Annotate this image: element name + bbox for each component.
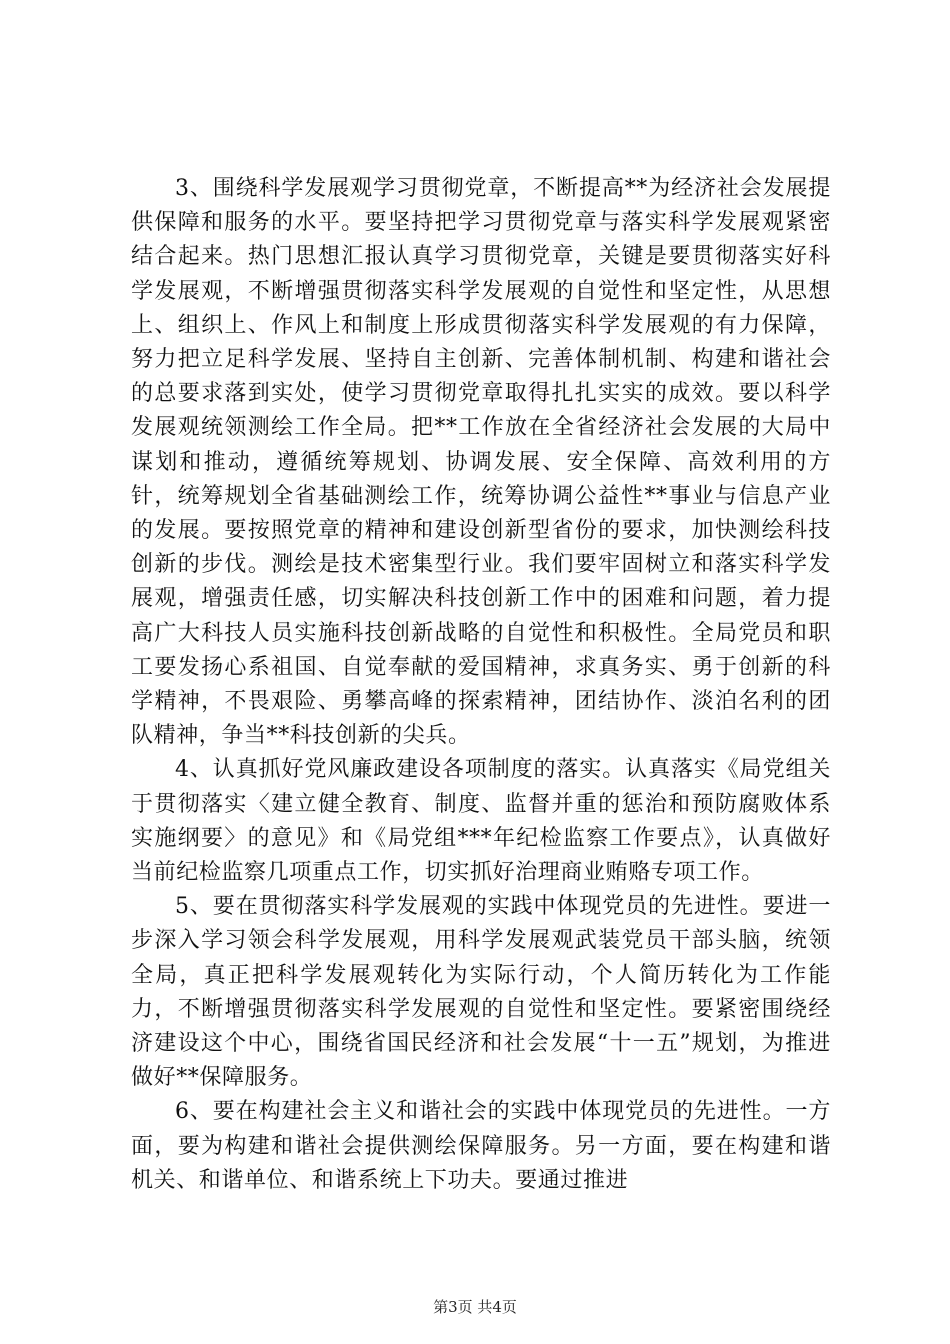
paragraph-6: 6、要在构建社会主义和谐社会的实践中体现党员的先进性。一方面，要为构建和谐社会提供测绘保障服务。另一方面，要在构建和谐机关、和谐单位、和谐系统上下功夫。要通过推进	[131, 1099, 831, 1193]
paragraph-4: 4、认真抓好党风廉政建设各项制度的落实。认真落实《局党组关于贯彻落实〈建立健全教育、制度、监督并重的惩治和预防腐败体系实施纲要〉的意见》和《局党组***年纪检监察工作要点》，认真做好当前纪检监察几项重点工作，切实抓好治理商业贿赂专项工作。	[131, 757, 831, 886]
page-footer: 第3页 共4页	[433, 1298, 517, 1316]
document-body	[131, 172, 831, 1198]
paragraph-3: 3、围绕科学发展观学习贯彻党章，不断提高**为经济社会发展提供保障和服务的水平。要坚持把学习贯彻党章与落实科学发展观紧密结合起来。热门思想汇报认真学习贯彻党章，关键是要贯彻落实好科学发展观，不断增强贯彻落实科学发展观的自觉性和坚定性，从思想上、组织上、作风上和制度上形成贯彻落实科学发展观的有力保障，努力把立足科学发展、坚持自主创新、完善体制机制、构建和谐社会的总要求落到实处，使学习贯彻党章取得扎扎实实的成效。要以科学发展观统领测绘工作全局。把**工作放在全省经济社会发展的大局中谋划和推动，遵循统筹规划、协调发展、安全保障、高效利用的方针，统筹规划全省基础测绘工作，统筹协调公益性**事业与信息产业的发展。要按照党章的精神和建设创新型省份的要求，加快测绘科技创新的步伐。测绘是技术密集型行业。我们要牢固树立和落实科学发展观，增强责任感，切实解决科技创新工作中的困难和问题，着力提高广大科技人员实施科技创新战略的自觉性和积极性。全局党员和职工要发扬心系祖国、自觉奉献的爱国精神，求真务实、勇于创新的科学精神，不畏艰险、勇攀高峰的探索精神，团结协作、淡泊名利的团队精神，争当**科技创新的尖兵。	[131, 176, 831, 749]
paragraph-5: 5、要在贯彻落实科学发展观的实践中体现党员的先进性。要进一步深入学习领会科学发展观，用科学发展观武装党员干部头脑，统领全局，真正把科学发展观转化为实际行动，个人简历转化为工作能力，不断增强贯彻落实科学发展观的自觉性和坚定性。要紧密围绕经济建设这个中心，围绕省国民经济和社会发展“十一五”规划，为推进做好**保障服务。	[131, 894, 831, 1091]
